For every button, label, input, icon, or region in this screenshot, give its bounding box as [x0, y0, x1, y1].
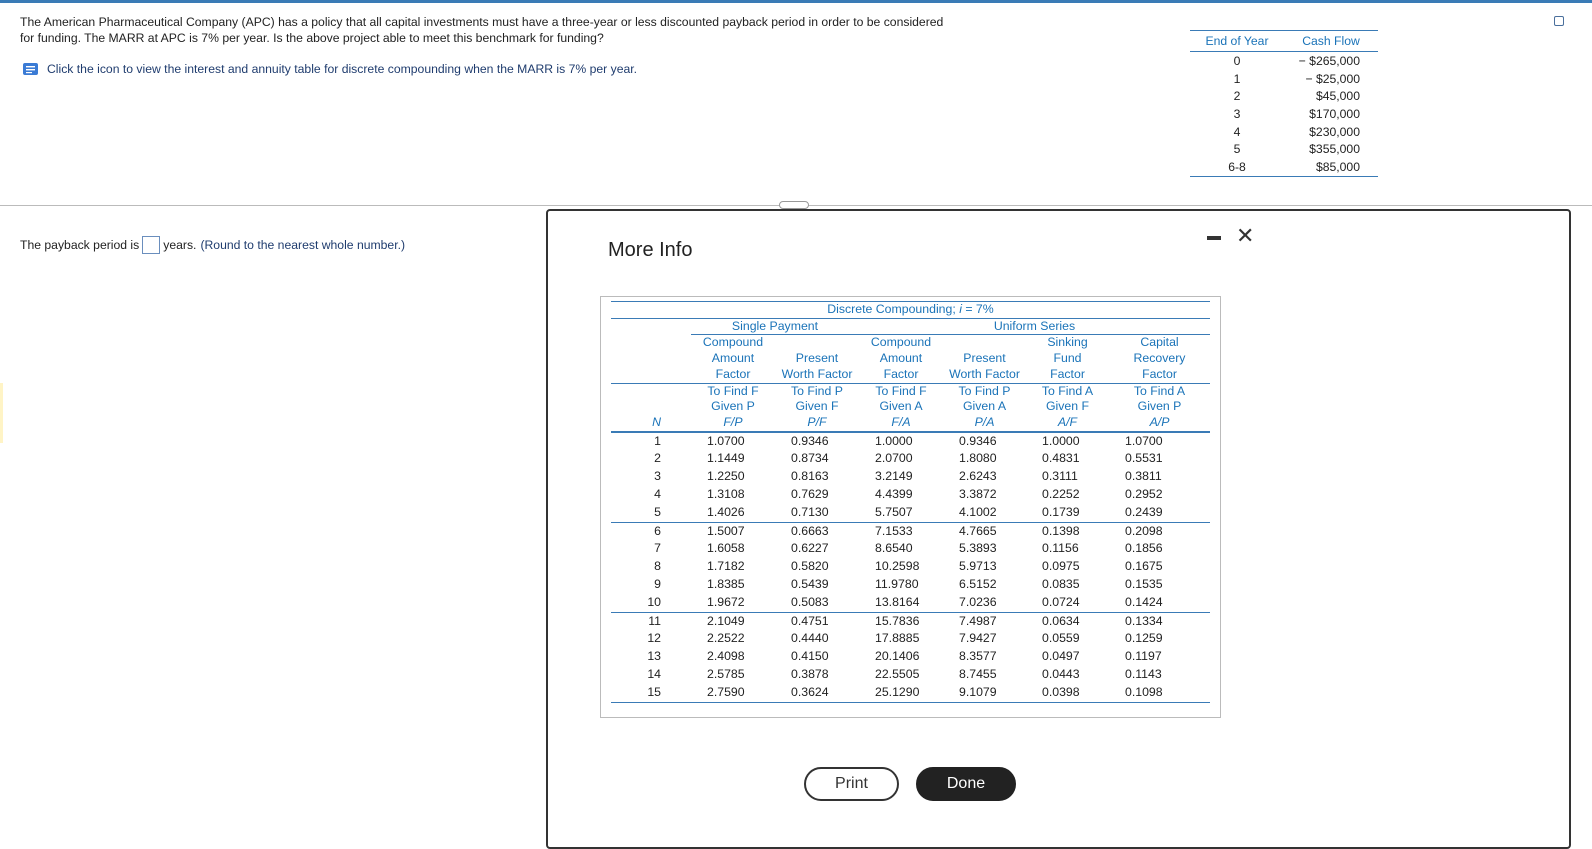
- year-cell: 3: [1233, 106, 1241, 121]
- factor-cell: 0.1424: [1125, 594, 1163, 609]
- table-row: [611, 684, 1210, 702]
- factor-cell: 0.1156: [1042, 541, 1079, 556]
- book-icon[interactable]: [22, 62, 39, 76]
- factor-cell: 0.0634: [1026, 612, 1109, 630]
- year-cell: 1: [1233, 71, 1241, 86]
- table-row: [611, 576, 1210, 594]
- factor-cell: 0.7629: [791, 487, 829, 502]
- hint-text[interactable]: Click the icon to view the interest and annuity table for discrete compounding when the MARR is 7% per year.: [47, 62, 638, 76]
- factor-cell: 11.9780: [875, 577, 919, 591]
- factor-cell: 8.3577: [959, 649, 997, 664]
- n-cell: 10: [647, 594, 661, 609]
- factor-cell: 25.1290: [859, 684, 943, 702]
- factor-cell: 0.6663: [775, 522, 859, 540]
- table-row: [1190, 70, 1378, 88]
- year-cell: 4: [1233, 124, 1241, 139]
- table-row: [611, 486, 1210, 504]
- factor-cell: 1.6058: [707, 541, 745, 556]
- factor-cell: 0.0835: [1042, 577, 1080, 591]
- find-given-header: To Find F Given P F/P: [691, 383, 775, 432]
- factor-cell: 3.3872: [959, 487, 997, 502]
- n-cell: 1: [654, 433, 661, 448]
- table-row: [611, 558, 1210, 576]
- factor-cell: 7.1533: [859, 522, 943, 540]
- factor-cell: 7.9427: [959, 631, 997, 646]
- factor-cell: 1.7182: [707, 559, 745, 574]
- find-given-header: To Find P Given A P/A: [943, 383, 1026, 432]
- factor-cell: 0.9346: [959, 433, 997, 448]
- factor-cell: 22.5505: [875, 666, 920, 681]
- factor-cell: 8.7455: [959, 666, 997, 681]
- factor-cell: 13.8164: [875, 594, 920, 609]
- year-cell: 6-8: [1190, 158, 1284, 176]
- factor-cell: 0.5531: [1125, 451, 1163, 466]
- cashflow-cell: − $25,000: [1305, 71, 1360, 86]
- n-header: N: [611, 383, 691, 432]
- table-row: [611, 630, 1210, 648]
- table-row: [611, 648, 1210, 666]
- find-given-header: To Find A Given F A/F: [1026, 383, 1109, 432]
- factor-cell: 0.0443: [1042, 666, 1080, 681]
- rounding-note: (Round to the nearest whole number.): [200, 238, 406, 252]
- factor-cell: 0.1334: [1109, 612, 1210, 630]
- n-cell: 11: [611, 612, 691, 630]
- minimize-icon[interactable]: [1207, 236, 1221, 240]
- table-row: [1190, 123, 1378, 141]
- factor-cell: 0.0724: [1042, 594, 1080, 609]
- factor-cell: 0.5820: [791, 559, 829, 574]
- table-row: [611, 468, 1210, 486]
- factor-cell: 5.3893: [959, 541, 997, 556]
- factor-table-frame: [600, 296, 1221, 718]
- col-header-cashflow: Cash Flow: [1284, 31, 1378, 52]
- factor-cell: 17.8885: [875, 631, 920, 646]
- factor-cell: 0.1259: [1125, 631, 1163, 646]
- n-cell: 15: [611, 684, 691, 702]
- table-row: [1190, 87, 1378, 105]
- table-row: [611, 594, 1210, 612]
- factor-cell: 0.8163: [791, 469, 829, 484]
- factor-cell: 8.6540: [875, 541, 913, 556]
- single-payment-header: Single Payment: [691, 318, 859, 335]
- factor-cell: 0.0559: [1042, 631, 1080, 646]
- col-name: Compound Amount Factor: [859, 335, 943, 383]
- factor-cell: 0.4440: [791, 631, 829, 646]
- factor-cell: 2.6243: [959, 469, 997, 484]
- cash-flow-table: [1190, 30, 1378, 177]
- factor-cell: 0.4751: [775, 612, 859, 630]
- n-cell: 7: [654, 541, 661, 556]
- divider-handle[interactable]: [779, 201, 809, 209]
- factor-cell: 0.9346: [791, 433, 829, 448]
- factor-cell: 0.3624: [775, 684, 859, 702]
- factor-cell: 7.0236: [959, 594, 997, 609]
- table-row: [1190, 158, 1378, 176]
- table-caption: Discrete Compounding; i = 7%: [611, 302, 1210, 319]
- col-name: Present Worth Factor: [943, 335, 1026, 383]
- factor-cell: 1.0000: [875, 433, 913, 448]
- cashflow-cell: − $265,000: [1298, 53, 1360, 68]
- col-name: Present Worth Factor: [775, 335, 859, 383]
- factor-cell: 5.9713: [959, 559, 997, 574]
- table-row: [611, 504, 1210, 522]
- factor-cell: 0.6227: [791, 541, 829, 556]
- table-row: [1190, 140, 1378, 158]
- interest-factor-table: [611, 301, 1210, 703]
- factor-cell: 1.3108: [707, 487, 745, 502]
- table-row: [611, 540, 1210, 558]
- n-cell: 5: [654, 504, 661, 519]
- year-cell: 0: [1233, 53, 1241, 68]
- factor-cell: 0.1398: [1026, 522, 1109, 540]
- uniform-series-header: Uniform Series: [859, 318, 1210, 335]
- n-cell: 13: [647, 649, 661, 664]
- factor-cell: 1.9672: [707, 594, 745, 609]
- factor-cell: 1.4026: [707, 504, 745, 519]
- factor-cell: 1.0700: [1125, 433, 1163, 448]
- factor-cell: 0.3811: [1125, 469, 1162, 484]
- factor-cell: 0.1675: [1125, 559, 1163, 574]
- col-header-year: End of Year: [1190, 31, 1284, 52]
- table-row: [611, 432, 1210, 451]
- factor-cell: 0.2439: [1125, 504, 1163, 519]
- n-cell: 3: [654, 469, 661, 484]
- more-info-dialog: [546, 209, 1571, 849]
- n-cell: 9: [654, 577, 661, 591]
- table-hint-link[interactable]: [22, 62, 637, 76]
- question-text: The American Pharmaceutical Company (APC) has a policy that all capital investments must have a three-year or less discounted payback period in order to be considered for funding. The MARR at APC is 7% per year. Is the above project able to meet this benchmark for funding?: [20, 15, 944, 45]
- table-row: [611, 666, 1210, 684]
- dialog-title: More Info: [608, 239, 693, 261]
- factor-cell: 0.4831: [1042, 451, 1080, 466]
- factor-cell: 0.0398: [1026, 684, 1109, 702]
- factor-cell: 1.0000: [1042, 433, 1080, 448]
- answer-suffix: years.: [163, 238, 197, 252]
- col-name: Capital Recovery Factor: [1109, 335, 1210, 383]
- factor-cell: 6.5152: [959, 577, 997, 591]
- factor-cell: 1.8080: [959, 451, 997, 466]
- cashflow-cell: $45,000: [1315, 89, 1360, 104]
- find-given-header: To Find F Given A F/A: [859, 383, 943, 432]
- factor-cell: 1.5007: [691, 522, 775, 540]
- answer-prefix: The payback period is: [20, 238, 140, 252]
- cashflow-cell: $355,000: [1309, 142, 1360, 157]
- factor-cell: 5.7507: [875, 504, 913, 519]
- year-cell: 5: [1233, 142, 1241, 157]
- factor-cell: 9.1079: [943, 684, 1026, 702]
- factor-cell: 10.2598: [875, 559, 920, 574]
- find-given-header: To Find A Given P A/P: [1109, 383, 1210, 432]
- table-row: [1190, 52, 1378, 70]
- table-row: [1190, 105, 1378, 123]
- factor-cell: 0.5439: [791, 577, 829, 591]
- n-cell: 4: [654, 487, 661, 502]
- factor-cell: 0.1856: [1125, 541, 1163, 556]
- factor-cell: 0.2098: [1109, 522, 1210, 540]
- factor-cell: 0.3878: [791, 666, 829, 681]
- factor-cell: 2.2522: [707, 631, 745, 646]
- cashflow-cell: $85,000: [1284, 158, 1378, 176]
- factor-cell: 0.7130: [791, 504, 829, 519]
- factor-cell: 1.1449: [707, 451, 745, 466]
- col-name: Compound Amount Factor: [691, 335, 775, 383]
- factor-cell: 0.3111: [1042, 469, 1078, 484]
- factor-cell: 0.8734: [791, 451, 829, 466]
- table-row: [611, 522, 1210, 540]
- factor-cell: 0.1098: [1109, 684, 1210, 702]
- factor-cell: 1.0700: [707, 433, 745, 448]
- cashflow-cell: $170,000: [1309, 106, 1360, 121]
- done-button[interactable]: Done: [916, 767, 1016, 801]
- table-row: [611, 612, 1210, 630]
- factor-cell: 7.4987: [943, 612, 1026, 630]
- factor-cell: 2.1049: [691, 612, 775, 630]
- payback-period-input[interactable]: [142, 236, 160, 254]
- n-cell: 12: [647, 631, 661, 646]
- table-row: [611, 450, 1210, 468]
- factor-cell: 3.2149: [875, 469, 913, 484]
- left-highlight: [0, 383, 3, 443]
- factor-cell: 0.0975: [1042, 559, 1080, 574]
- factor-cell: 1.8385: [707, 577, 745, 591]
- factor-cell: 0.2952: [1125, 487, 1163, 502]
- factor-cell: 0.2252: [1042, 487, 1080, 502]
- answer-line: [20, 236, 405, 254]
- factor-cell: 2.7590: [691, 684, 775, 702]
- factor-cell: 0.1197: [1125, 649, 1162, 664]
- factor-cell: 4.1002: [959, 504, 997, 519]
- n-cell: 14: [647, 666, 661, 681]
- close-icon[interactable]: ✕: [1236, 223, 1255, 248]
- cashflow-cell: $230,000: [1309, 124, 1360, 139]
- expand-icon[interactable]: [1554, 16, 1564, 26]
- factor-cell: 4.4399: [875, 487, 913, 502]
- col-name: Sinking Fund Factor: [1026, 335, 1109, 383]
- factor-cell: 2.0700: [875, 451, 913, 466]
- factor-cell: 15.7836: [859, 612, 943, 630]
- factor-cell: 4.7665: [943, 522, 1026, 540]
- factor-cell: 0.1143: [1125, 666, 1162, 681]
- factor-cell: 0.5083: [791, 594, 829, 609]
- factor-cell: 0.1535: [1125, 577, 1163, 591]
- top-accent-line: [0, 0, 1592, 3]
- factor-cell: 1.2250: [707, 469, 745, 484]
- factor-cell: 0.1739: [1042, 504, 1080, 519]
- n-cell: 8: [654, 559, 661, 574]
- find-given-header: To Find P Given F P/F: [775, 383, 859, 432]
- print-button[interactable]: Print: [804, 767, 899, 801]
- n-cell: 6: [611, 522, 691, 540]
- factor-table-body: [611, 432, 1210, 702]
- n-cell: 2: [654, 451, 661, 466]
- factor-cell: 2.5785: [707, 666, 745, 681]
- factor-cell: 0.4150: [791, 649, 829, 664]
- factor-cell: 20.1406: [875, 649, 920, 664]
- factor-cell: 2.4098: [707, 649, 745, 664]
- factor-cell: 0.0497: [1042, 649, 1080, 664]
- year-cell: 2: [1233, 89, 1241, 104]
